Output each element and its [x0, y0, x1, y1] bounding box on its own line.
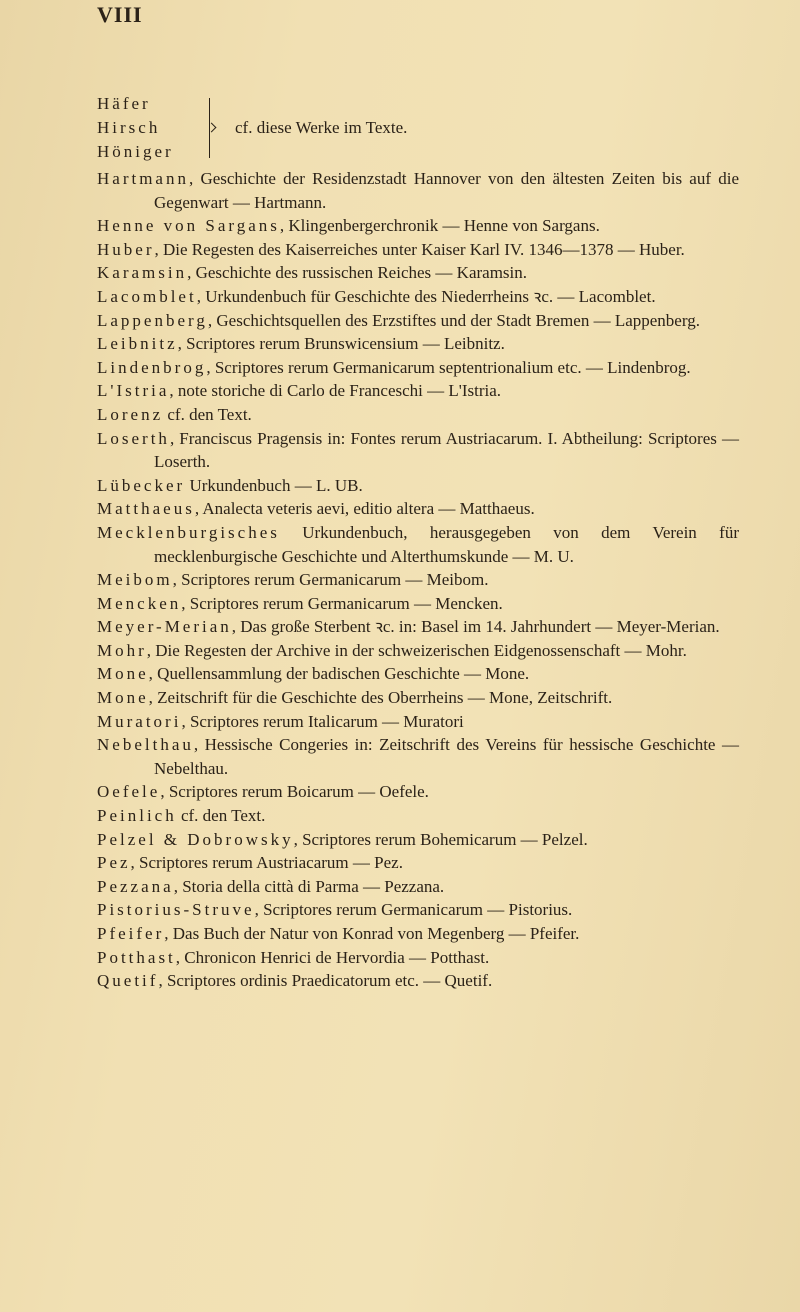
entry-text: , Scriptores rerum Brunswicensium — Leibnitz. — [177, 334, 505, 354]
bibliography-entry — [97, 851, 739, 875]
entry-text: , Scriptores ordinis Praedicatorum etc. — Quetif. — [158, 971, 493, 991]
bibliography-entry — [97, 261, 739, 285]
entry-text: , Zeitschrift für die Geschichte des Oberrheins — Mone, Zeitschrift. — [148, 688, 613, 708]
bibliography-entry — [97, 828, 739, 852]
entry-name: Peinlich — [97, 806, 177, 826]
entry-text: Urkundenbuch — L. UB. — [185, 475, 363, 495]
bibliography-list — [97, 167, 739, 993]
entry-name: L'Istria — [97, 381, 170, 401]
bibliography-entry — [97, 379, 739, 403]
bibliography-entry — [97, 639, 739, 663]
entry-text: , Die Regesten der Archive in der schweizerischen Eidgenossenschaft — Mohr. — [146, 640, 687, 660]
entry-text: , Quellensammlung der badischen Geschichte — Mone. — [148, 664, 530, 684]
entry-text: , Scriptores rerum Boicarum — Oefele. — [160, 782, 429, 802]
bibliography-entry — [97, 733, 739, 780]
entry-name: Lübecker — [97, 475, 186, 495]
entry-name: Henne von Sargans — [97, 216, 280, 236]
entry-name: Meyer-Merian — [97, 617, 232, 637]
entry-text: , Scriptores rerum Bohemicarum — Pelzel. — [293, 829, 588, 849]
entry-text: , Geschichte der Residenzstadt Hannover von den ältesten Zeiten bis auf die Gegenwart — Hartmann. — [154, 169, 739, 212]
entry-text: , Franciscus Pragensis in: Fontes rerum Austriacarum. I. Abtheilung: Scriptores — Loserth. — [154, 428, 739, 472]
entry-name: Pezzana — [97, 876, 174, 896]
bibliography-entry — [97, 474, 739, 498]
bibliography-entry — [97, 592, 739, 616]
bibliography-entry — [97, 875, 739, 899]
entry-name: Lorenz — [97, 404, 164, 424]
bibliography-entry — [97, 662, 739, 686]
bibliography-entry — [97, 167, 739, 214]
entry-name: Häfer — [97, 94, 151, 113]
bibliography-entry — [97, 238, 739, 262]
entry-name: Höniger — [97, 142, 174, 161]
entry-text: , Scriptores rerum Germanicarum — Mencken. — [181, 593, 503, 613]
entry-text: cf. den Text. — [176, 806, 266, 826]
bibliography-entry — [97, 686, 739, 710]
entry-text: , Urkundenbuch für Geschichte des Niederrheins ꝛc. — Lacomblet. — [196, 286, 656, 306]
entry-name: Lappenberg — [97, 310, 208, 330]
entry-text: , Hessische Congeries in: Zeitschrift des Vereins für hessische Geschichte — Nebelthau. — [154, 735, 739, 778]
bibliography-entry — [97, 497, 739, 521]
bibliography-entry — [97, 922, 739, 946]
entry-name: Mencken — [97, 593, 182, 613]
entry-name: Oefele — [97, 782, 161, 802]
entry-name: Huber — [97, 239, 155, 259]
bibliography-entry — [97, 780, 739, 804]
entry-text: cf. den Text. — [163, 404, 252, 424]
bibliography-entry — [97, 969, 739, 993]
curly-brace — [209, 98, 216, 158]
entry-name: Mone — [97, 688, 149, 708]
entry-text: , Scriptores rerum Germanicarum — Meibom. — [172, 570, 489, 590]
entry-name: Potthast — [97, 947, 176, 967]
entry-name: Meibom — [97, 570, 173, 590]
entry-text: Urkundenbuch, herausgegeben von dem Verein für mecklenburgische Geschichte und Alterthumskunde — M. U. — [154, 522, 739, 566]
bibliography-entry — [97, 214, 739, 238]
bibliography-entry — [97, 804, 739, 828]
entry-text: , note storiche di Carlo de Franceschi — L'Istria. — [169, 381, 502, 401]
entry-text: , Die Regesten des Kaiserreiches unter Kaiser Karl IV. 1346—1378 — Huber. — [154, 239, 685, 259]
entry-name: Loserth — [97, 428, 170, 448]
bibliography-entry — [97, 332, 739, 356]
entry-name: Pez — [97, 853, 131, 873]
bibliography-entry — [97, 356, 739, 380]
bibliography-entry — [97, 309, 739, 333]
grouped-entries — [97, 94, 777, 168]
entry-name: Pfeifer — [97, 924, 165, 943]
entry-text: , Klingenbergerchronik — Henne von Sargans. — [279, 216, 600, 236]
entry-name: Quetif — [97, 971, 159, 991]
entry-name: Lindenbrog — [97, 357, 207, 377]
entry-name: Nebelthau — [97, 735, 194, 755]
bibliography-entry — [97, 285, 739, 309]
group-note: cf. diese Werke im Texte. — [235, 118, 408, 137]
entry-name: Hirsch — [97, 118, 161, 137]
entry-text: , Das Buch der Natur von Konrad von Megenberg — Pfeifer. — [164, 924, 580, 943]
entry-name: Pistorius-Struve — [97, 900, 255, 920]
entry-text: , Chronicon Henrici de Hervordia — Potthast. — [175, 947, 490, 967]
entry-name: Karamsin — [97, 263, 188, 283]
entry-text: , Scriptores rerum Germanicarum septentrionalium etc. — Lindenbrog. — [206, 357, 691, 377]
bibliography-entry — [97, 946, 739, 970]
entry-text: , Analecta veteris aevi, editio altera — Matthaeus. — [194, 499, 535, 519]
entry-text: , Das große Sterbent ꝛc. in: Basel im 14. Jahrhundert — Meyer-Merian. — [231, 617, 720, 637]
entry-name: Lacomblet — [97, 286, 197, 306]
bibliography-entry — [97, 568, 739, 592]
entry-name: Hartmann — [97, 169, 189, 188]
page-number: VIII — [97, 2, 143, 27]
bibliography-entry — [97, 427, 739, 474]
entry-text: , Geschichte des russischen Reiches — Karamsin. — [187, 263, 528, 283]
entry-text: , Storia della città di Parma — Pezzana. — [173, 876, 445, 896]
entry-name: Muratori — [97, 711, 182, 731]
entry-name: Mecklenburgisches — [97, 522, 280, 542]
entry-name: Pelzel & Dobrowsky — [97, 829, 294, 849]
entry-name: Mohr — [97, 640, 147, 660]
entry-text: , Scriptores rerum Italicarum — Muratori — [181, 711, 464, 731]
entry-name: Matthaeus — [97, 499, 195, 519]
entry-text: , Geschichtsquellen des Erzstiftes und der Stadt Bremen — Lappenberg. — [207, 310, 700, 330]
bibliography-entry — [97, 615, 739, 639]
bibliography-entry — [97, 521, 739, 568]
entry-name: Mone — [97, 664, 149, 684]
entry-text: , Scriptores rerum Austriacarum — Pez. — [130, 853, 403, 873]
entry-text: , Scriptores rerum Germanicarum — Pistorius. — [254, 900, 573, 920]
bibliography-entry — [97, 710, 739, 734]
bibliography-entry — [97, 403, 739, 427]
entry-name: Leibnitz — [97, 334, 178, 354]
bibliography-entry — [97, 898, 739, 922]
